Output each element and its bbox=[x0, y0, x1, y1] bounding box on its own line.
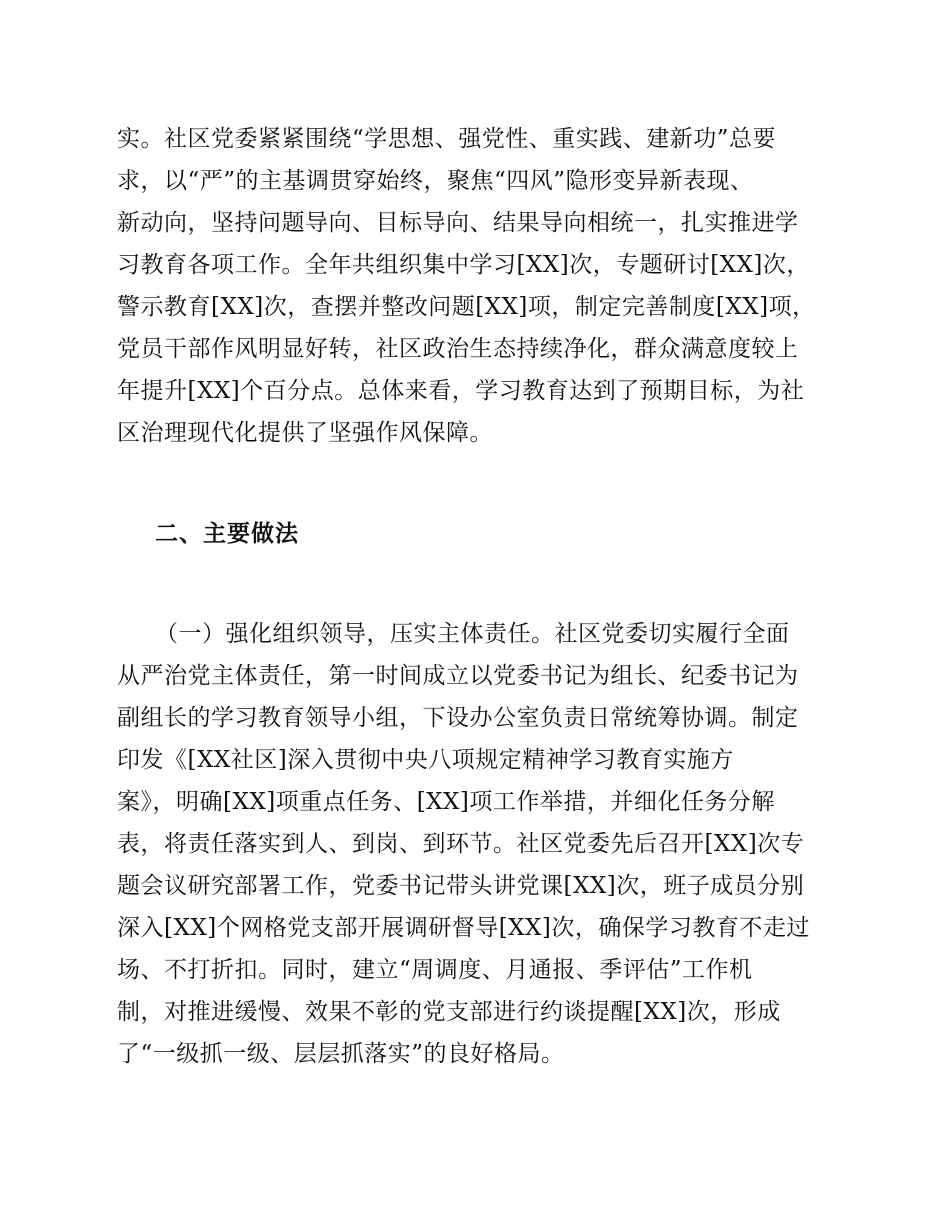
paragraph-line: 新动向，坚持问题导向、目标导向、结果导向相统一，扎实推进学 bbox=[117, 210, 799, 236]
paragraph-line: 实。社区党委紧紧围绕“学思想、强党性、重实践、建新功”总要 bbox=[117, 126, 777, 152]
paragraph-line: 表，将责任落实到人、到岗、到环节。社区党委先后召开[XX]次专 bbox=[117, 831, 805, 857]
paragraph-line: 深入[XX]个网格党支部开展调研督导[XX]次，确保学习教育不走过 bbox=[117, 915, 810, 941]
paragraph-line: 党员干部作风明显好转，社区政治生态持续净化，群众满意度较上 bbox=[117, 336, 799, 362]
paragraph-line: 区治理现代化提供了坚强作风保障。 bbox=[117, 420, 493, 446]
paragraph-line: （一）强化组织领导，压实主体责任。社区党委切实履行全面 bbox=[155, 621, 790, 647]
section-heading: 二、主要做法 bbox=[155, 521, 299, 547]
paragraph-line: 题会议研究部署工作，党委书记带头讲党课[XX]次，班子成员分别 bbox=[117, 873, 805, 899]
paragraph-line: 制，对推进缓慢、效果不彰的党支部进行约谈提醒[XX]次，形成 bbox=[117, 999, 781, 1025]
paragraph-line: 习教育各项工作。全年共组织集中学习[XX]次，专题研讨[XX]次， bbox=[117, 252, 810, 278]
paragraph-line: 印发《[XX社区]深入贯彻中央八项规定精神学习教育实施方 bbox=[117, 747, 734, 773]
paragraph-line: 场、不打折扣。同时，建立“周调度、月通报、季评估”工作机 bbox=[117, 957, 753, 983]
paragraph-line: 案》，明确[XX]项重点任务、[XX]项工作举措，并细化任务分解 bbox=[117, 789, 775, 815]
paragraph-line: 了“一级抓一级、层层抓落实”的良好格局。 bbox=[117, 1041, 565, 1067]
paragraph-line: 副组长的学习教育领导小组，下设办公室负责日常统筹协调。制定 bbox=[117, 705, 799, 731]
paragraph-line: 警示教育[XX]次，查摆并整改问题[XX]项，制定完善制度[XX]项， bbox=[117, 294, 816, 320]
paragraph-line: 年提升[XX]个百分点。总体来看，学习教育达到了预期目标，为社 bbox=[117, 378, 805, 404]
paragraph-line: 从严治党主体责任，第一时间成立以党委书记为组长、纪委书记为 bbox=[117, 663, 799, 689]
paragraph-line: 求，以“严”的主基调贯穿始终，聚焦“四风”隐形变异新表现、 bbox=[117, 168, 754, 194]
